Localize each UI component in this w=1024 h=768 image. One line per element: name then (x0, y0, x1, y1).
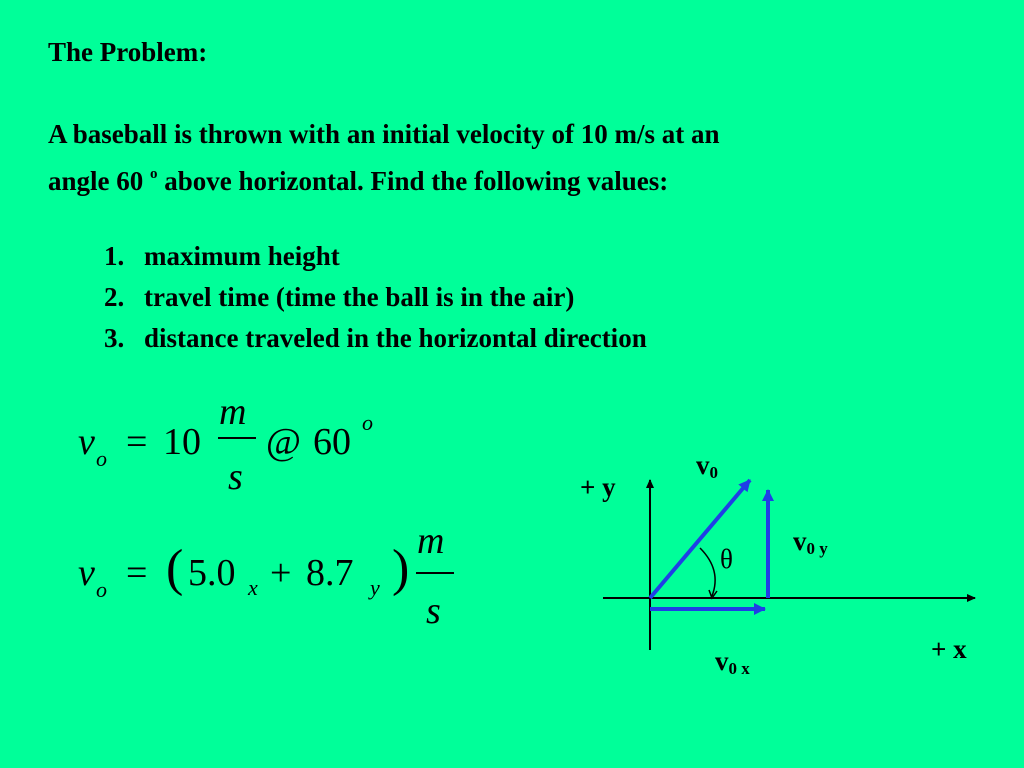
eq2-y-component: 8.7 (306, 552, 354, 594)
eq2-x-subscript: x (248, 575, 258, 600)
task-number: 1. (104, 241, 125, 271)
eq2-y-subscript: y (370, 575, 380, 600)
task-number: 2. (104, 282, 125, 312)
x-axis-label: + x (931, 634, 967, 664)
eq1-equals: = (126, 421, 148, 463)
eq2-unit-denominator: s (426, 590, 441, 632)
eq2-velocity-subscript: o (96, 577, 107, 602)
degree-mark: o (150, 166, 158, 182)
eq1-degree-superscript: o (362, 410, 373, 435)
eq1-velocity-symbol: v (78, 421, 95, 463)
angle-arc (700, 548, 715, 596)
eq2-plus: + (270, 552, 292, 594)
v0-subscript: 0 (709, 463, 718, 482)
eq1-at-sign: @ (266, 421, 301, 463)
v0x-label (715, 648, 750, 677)
eq2-velocity-symbol: v (78, 552, 95, 594)
v0y-symbol: v (793, 526, 807, 556)
v0y-subscript: 0 y (806, 539, 828, 558)
task-number: 3. (104, 323, 125, 353)
task-text: travel time (time the ball is in the air) (144, 282, 575, 312)
statement-angle-text: angle 60 (48, 166, 144, 196)
eq2-equals: = (126, 552, 148, 594)
eq2-close-paren: ) (392, 540, 410, 597)
eq2-open-paren: ( (166, 540, 184, 597)
v0-symbol: v (696, 450, 710, 480)
theta-label: θ (720, 544, 733, 574)
task-text: distance traveled in the horizontal direction (144, 323, 647, 353)
eq1-unit-denominator: s (228, 456, 243, 498)
v0y-label (793, 528, 828, 557)
eq1-velocity-subscript: o (96, 446, 107, 471)
initial-velocity-vector (650, 480, 750, 598)
task-text: maximum height (144, 241, 340, 271)
eq2-unit-numerator: m (417, 520, 445, 562)
eq1-magnitude: 10 (163, 421, 201, 463)
eq1-angle: 60 (313, 421, 351, 463)
statement-line-1: A baseball is thrown with an initial velocity of 10 m/s at an (48, 119, 720, 149)
eq1-unit-numerator: m (219, 391, 247, 433)
v0x-subscript: 0 x (728, 659, 750, 678)
problem-heading: The Problem: (48, 37, 208, 67)
y-axis-label: + y (580, 472, 616, 502)
eq2-x-component: 5.0 (188, 552, 236, 594)
statement-rest-text: above horizontal. Find the following values: (164, 166, 669, 196)
v0-label (696, 452, 718, 481)
v0x-symbol: v (715, 646, 729, 676)
